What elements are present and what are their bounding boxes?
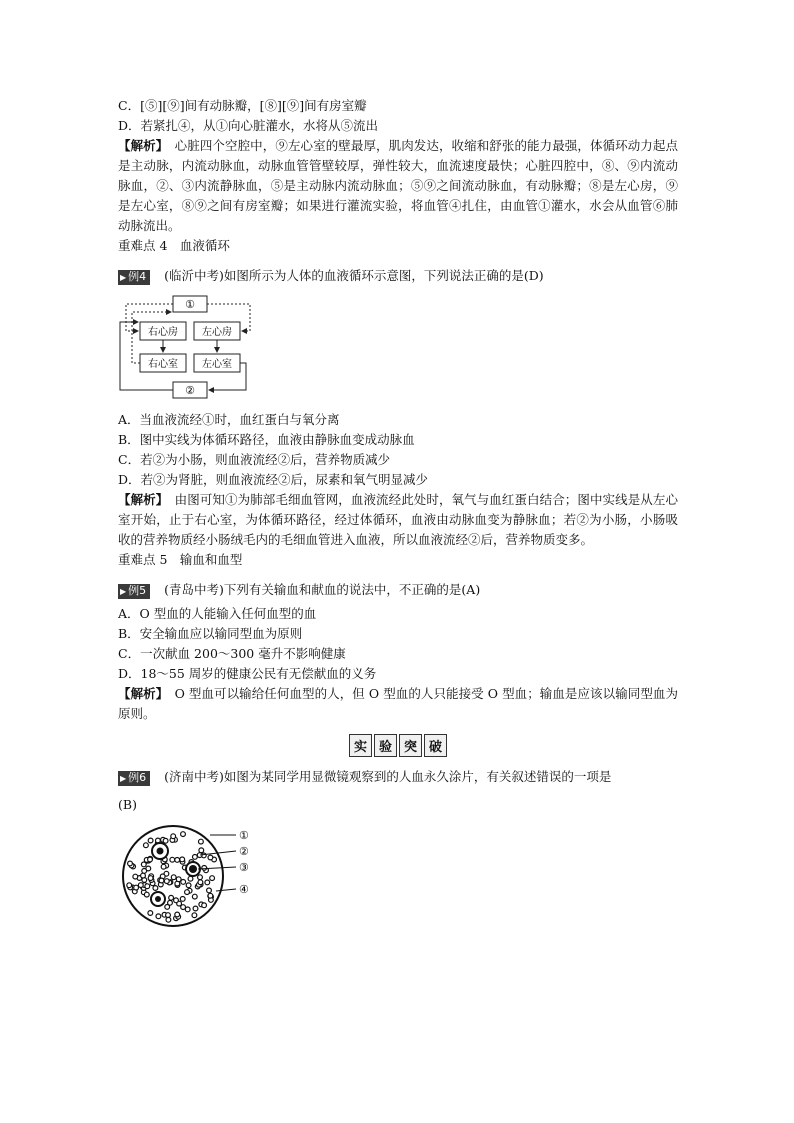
label-3: ③ [239,861,249,874]
red-blood-cell [144,843,149,848]
title-char: 破 [424,734,447,757]
red-blood-cell [161,864,166,869]
left-ventricle-label: 左心室 [202,359,232,370]
option-c: C．一次献血 200～300 毫升不影响健康 [118,646,346,661]
play-icon: ▶ [120,774,127,783]
red-blood-cell [148,911,153,916]
red-blood-cell [166,917,171,922]
example-5-question [118,580,678,600]
blood-circulation-diagram [118,292,258,404]
analysis [118,684,678,724]
example-badge [118,270,150,285]
option-a: A．O 型血的人能输入任何血型的血 [118,606,317,621]
red-blood-cell [164,879,169,884]
option-b: B．安全输血应以输同型血为原则 [118,626,303,641]
red-blood-cell [163,838,168,843]
example-badge [118,584,150,599]
title-char: 实 [349,734,372,757]
analysis-label: 【解析】 [118,492,163,507]
red-blood-cell [168,900,173,905]
red-blood-cell [138,883,143,888]
node-1-label: ① [185,298,195,311]
red-blood-cell [205,880,210,885]
red-blood-cell [192,913,197,918]
red-blood-cell [170,857,175,862]
red-blood-cell [166,913,171,918]
red-blood-cell [133,874,138,879]
play-icon: ▶ [120,273,127,282]
badge-label: 例4 [128,270,147,283]
analysis-label: 【解析】 [118,138,163,153]
right-atrium-label: 右心房 [148,327,178,338]
analysis-text: O 型血可以输给任何血型的人，但 O 型血的人只能接受 O 型血；输血是应该以输同型血为原则。 [118,686,678,721]
section-title-5: 重难点 5 输血和血型 [118,552,243,567]
red-blood-cell [181,880,186,885]
red-blood-cell [171,834,176,839]
question-text: (济南中考)如图为某同学用显微镜观察到的人血永久涂片，有关叙述错误的一项是 [164,769,612,784]
red-blood-cell [148,876,153,881]
red-blood-cell [180,897,185,902]
title-char: 验 [374,734,397,757]
red-blood-cell [169,895,174,900]
red-blood-cell [193,855,198,860]
red-blood-cell [199,839,204,844]
analysis-label: 【解析】 [118,686,163,701]
example-6-question [118,767,678,787]
red-blood-cell [153,886,158,891]
analysis [118,136,678,236]
option-c: C．若②为小肠，则血液流经②后，营养物质减少 [118,452,391,467]
red-blood-cell [175,858,180,863]
label-4: ④ [239,883,249,896]
option-d: D．18～55 周岁的健康公民有无偿献血的义务 [118,666,377,681]
red-blood-cell [185,890,190,895]
red-blood-cell [198,875,203,880]
section-title-4: 重难点 4 血液循环 [118,238,230,253]
option-c: C．[⑤][⑨]间有动脉瓣，[⑧][⑨]间有房室瓣 [118,98,367,113]
red-blood-cell [175,912,180,917]
red-blood-cell [198,880,203,885]
red-blood-cell [193,906,198,911]
analysis [118,490,678,550]
badge-label: 例6 [128,771,147,784]
red-blood-cell [185,907,190,912]
blood-smear-diagram [118,821,268,931]
option-d: D．若②为肾脏，则血液流经②后，尿素和氧气明显减少 [118,472,429,487]
red-blood-cell [144,892,149,897]
question-text: (临沂中考)如图所示为人体的血液循环示意图，下列说法正确的是(D) [164,268,544,283]
red-blood-cell [159,878,164,883]
option-a: A．当血液流经①时，血红蛋白与氧分离 [118,412,340,427]
red-blood-cell [141,873,146,878]
red-blood-cell [202,866,207,871]
node-2-label: ② [185,384,195,397]
red-blood-cell [174,898,179,903]
page-content [118,96,678,931]
option-b: B．图中实线为体循环路径，血液由静脉血变成动脉血 [118,432,415,447]
red-blood-cell [188,876,193,881]
analysis-text: 心脏四个空腔中，⑨左心室的壁最厚，肌肉发达，收缩和舒张的能力最强，体循环动力起点是主动脉，内流动脉血，动脉血管管壁较厚，弹性较大，血流速度最快；心脏四腔中，⑧、⑨内流动脉血，②、③内流静脉血，⑤是主动脉内流动脉血；⑤⑨之间流动脉血，有动脉瓣；⑧是左心房，⑨是左心室，⑧⑨之间有房室瓣；如果进行灌流实验，将血管④扎住，由血管①灌水，水会从血管⑥肺动脉流出。 [118,138,678,233]
white-cell-nucleus [157,848,164,855]
red-blood-cell [128,861,133,866]
title-char: 突 [399,734,422,757]
example-4-question [118,266,678,286]
red-blood-cell [208,893,213,898]
red-blood-cell [208,855,213,860]
red-blood-cell [181,832,186,837]
red-blood-cell [171,875,176,880]
example-badge [118,771,150,786]
right-ventricle-label: 右心室 [148,359,178,370]
red-blood-cell [145,884,150,889]
red-blood-cell [127,883,132,888]
red-blood-cell [207,888,212,893]
answer: (B) [118,797,137,812]
white-cell-nucleus [189,865,197,873]
white-cell-nucleus [155,896,161,902]
analysis-text: 由图可知①为肺部毛细血管网，血液流经此处时，氧气与血红蛋白结合；图中实线是从左心室开始，止于右心室，为体循环路径，经过体循环，血液由动脉血变为静脉血；若②为小肠，小肠吸收的营养物质经小肠绒毛内的毛细血管进入血液，所以血液流经②后，营养物质变多。 [118,492,678,547]
red-blood-cell [148,857,153,862]
label-2: ② [239,845,249,858]
red-blood-cell [134,885,139,890]
red-blood-cell [199,848,204,853]
red-blood-cell [186,883,191,888]
red-blood-cell [156,914,161,919]
option-d: D．若紧扎④，从①向心脏灌水，水将从⑤流出 [118,118,379,133]
red-blood-cell [202,903,207,908]
label-1: ① [239,829,249,842]
play-icon: ▶ [120,587,127,596]
red-blood-cell [192,894,197,899]
red-blood-cell [148,838,153,843]
experiment-section-title [118,734,678,757]
left-atrium-label: 左心房 [202,327,232,338]
badge-label: 例5 [128,584,147,597]
red-blood-cell [180,857,185,862]
red-blood-cell [142,869,147,874]
question-text: (青岛中考)下列有关输血和献血的说法中，不正确的是(A) [164,582,481,597]
red-blood-cell [210,876,215,881]
